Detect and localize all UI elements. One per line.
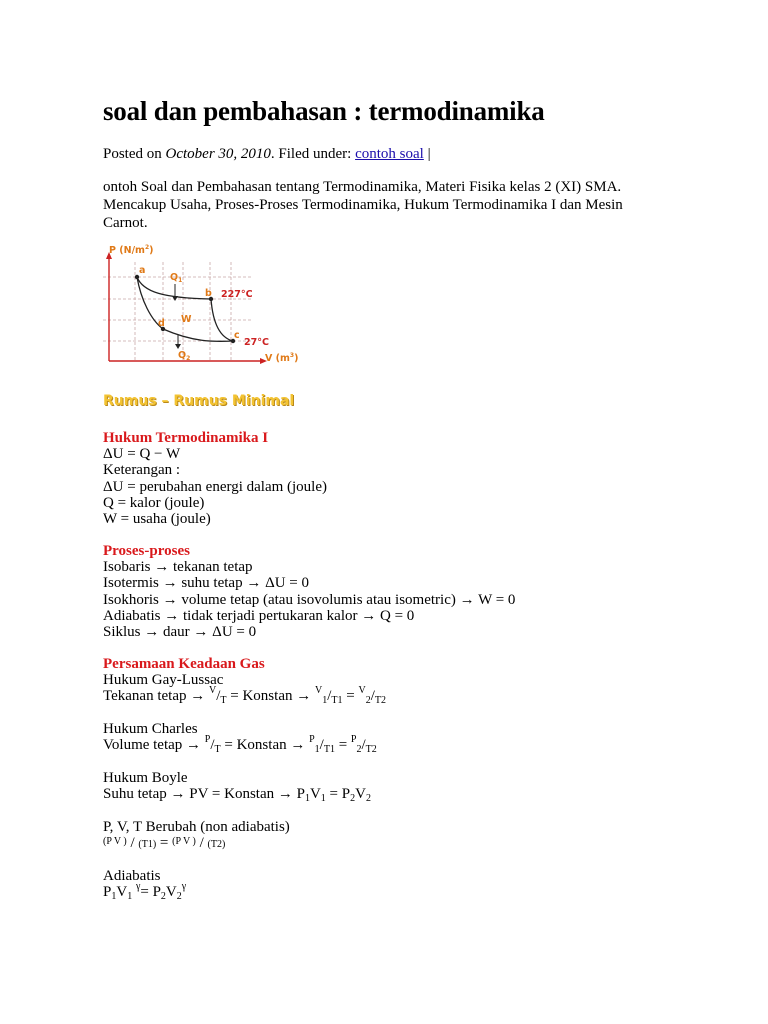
temp-low-label: 27°C: [244, 337, 269, 348]
q2-label: $Q_2$: [178, 350, 191, 362]
cycle-points: [135, 275, 235, 343]
point-d-label: d: [158, 318, 165, 329]
proses-heading: Proses-proses: [103, 543, 190, 559]
hukum-line-2: Q = kalor (joule): [103, 494, 205, 511]
boyle-title: Hukum Boyle: [103, 770, 188, 786]
cycle-curves: [137, 277, 233, 341]
proses-line-1: Isobaris → tekanan tetap: [103, 559, 253, 576]
meta-separator: |: [423, 146, 431, 162]
point-a-label: a: [139, 265, 146, 276]
point-b-label: b: [205, 288, 212, 299]
diagram-labels: [109, 244, 298, 364]
point-c-label: c: [234, 330, 240, 341]
filed-under-label: . Filed under:: [270, 146, 356, 162]
keterangan-label: Keterangan :: [103, 462, 181, 479]
gay-lussac-formula: Tekanan tetap → $^V/_T$ = Konstan → $^V_1/_{T1} = ^V_2/_{T2}$: [103, 685, 386, 707]
proses-line-3: Isokhoris → volume tetap (atau isovolumis atau isometric) → W = 0: [103, 591, 516, 608]
boyle-formula: Suhu tetap → PV = Konstan → $P_1V_1 = P_2V_2$: [103, 786, 371, 805]
hukum-heading: Hukum Termodinamika I: [103, 430, 269, 446]
gas-section: [103, 656, 386, 707]
proses-line-2: Isotermis → suhu tetap → ΔU = 0: [103, 575, 310, 592]
x-axis-label: V $(m^3)$: [265, 352, 299, 364]
pvt-formula: $^{(P V )}$ / (T1) = $^{(P V )}$ / (T2): [103, 835, 226, 852]
charles-formula: Volume tetap → $^P/_T$ = Konstan → $^P_1/_{T1} = ^P_2/_{T2}$: [103, 734, 377, 756]
category-link[interactable]: contoh soal: [355, 146, 424, 162]
svg-text:P (N/m2): P $(N/m^2)$: [109, 244, 154, 256]
proses-section: [103, 543, 515, 640]
diagram-axes: [109, 256, 263, 361]
heat-arrows: [175, 284, 178, 346]
pvt-section: [103, 819, 290, 857]
proses-line-4: Adiabatis → tidak terjadi pertukaran kalor → Q = 0: [103, 607, 415, 624]
charles-title: Hukum Charles: [103, 721, 198, 737]
posted-on-label: Posted on: [103, 146, 166, 162]
hukum-line-1: ΔU = perubahan energi dalam (joule): [103, 478, 327, 495]
intro-paragraph: ontoh Soal dan Pembahasan tentang Termodinamika, Materi Fisika kelas 2 (XI) SMA. Mencakup Usaha, Proses-Proses Termodinamika, Hukum Termodinamika I dan Mesin Carnot.: [103, 179, 623, 231]
q2-arrow-head: [175, 344, 181, 349]
temp-high-label: 227°C: [221, 289, 253, 300]
gay-lussac-title: Hukum Gay-Lussac: [103, 672, 224, 689]
hukum-line-3: W = usaha (joule): [103, 511, 211, 528]
q1-arrow-head: [172, 296, 178, 301]
adiabatis-title: Adiabatis: [103, 868, 161, 884]
rumus-heading: Rumus – Rumus Minimal: [103, 393, 295, 409]
adiabatis-formula: $P_1V_1$ $^\gamma= P_2V_2^\gamma$: [103, 881, 187, 903]
post-meta: [103, 146, 431, 163]
boyle-section: [103, 770, 371, 804]
proses-line-5: Siklus → daur → ΔU = 0: [103, 624, 257, 641]
adiabatis-section: [103, 868, 186, 902]
charles-section: [103, 721, 377, 755]
hukum-formula: ΔU = Q − W: [103, 446, 181, 463]
gas-heading: Persamaan Keadaan Gas: [103, 656, 265, 672]
work-label: W: [181, 314, 192, 325]
hukum-section: [103, 430, 327, 527]
page-title: soal dan pembahasan : termodinamika: [103, 96, 545, 126]
post-date: October 30, 2010: [165, 146, 271, 162]
q1-label: $Q_1$: [170, 272, 183, 284]
pvt-title: P, V, T Berubah (non adiabatis): [103, 819, 290, 835]
pv-diagram: [103, 240, 313, 370]
